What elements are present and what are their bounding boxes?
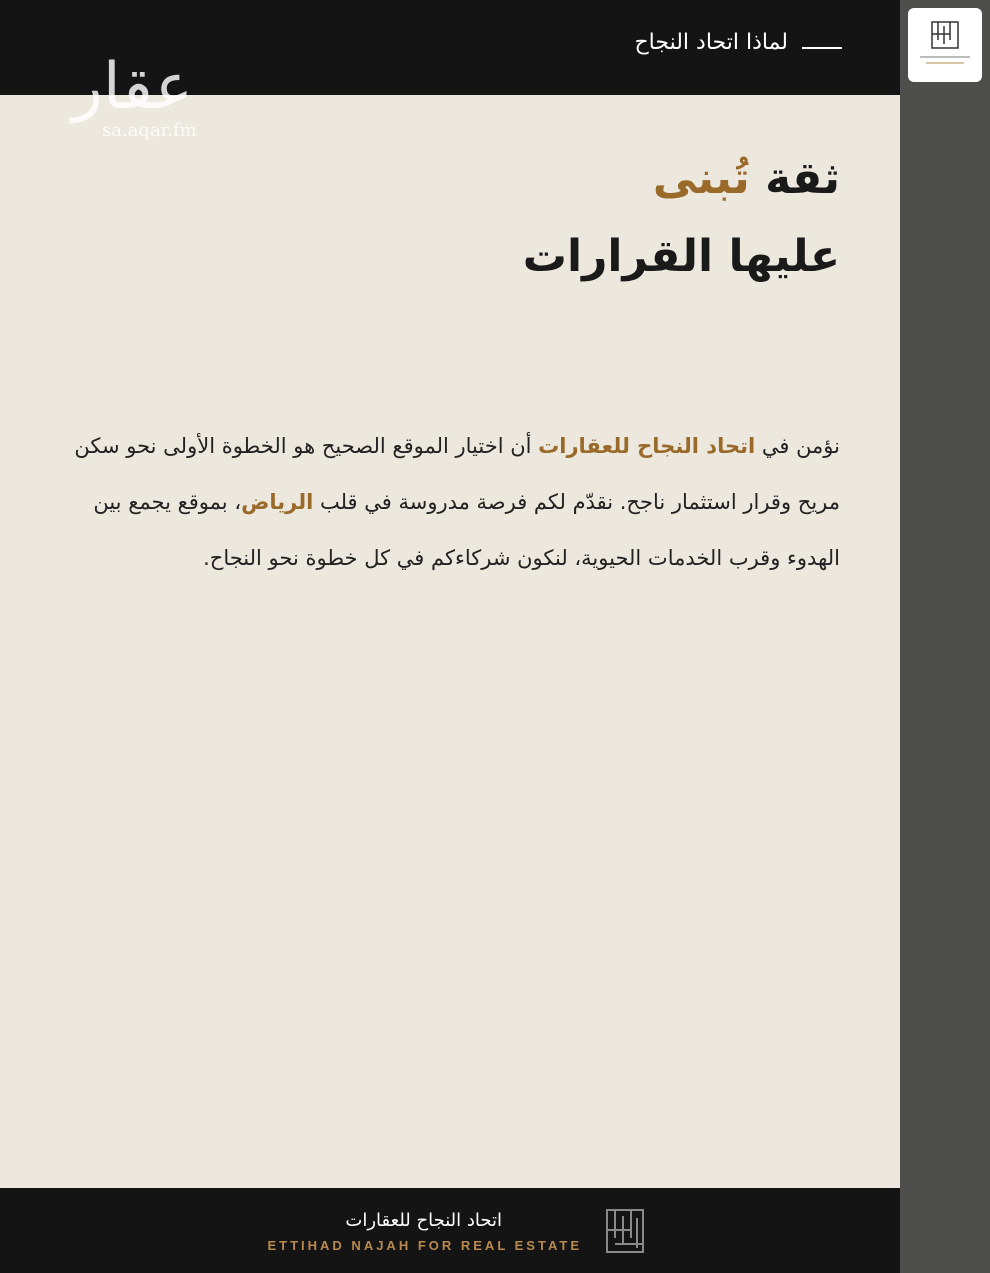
footer-company-name-english: ETTIHAD NAJAH FOR REAL ESTATE (267, 1238, 582, 1253)
city-name-highlight: الرياض (241, 490, 314, 514)
thumbnail-logo-icon (930, 20, 960, 50)
page-thumbnail[interactable] (908, 8, 982, 82)
aqar-watermark (72, 52, 222, 142)
thumbnail-text-line (926, 62, 964, 64)
company-logo-icon (605, 1208, 645, 1254)
watermark-url: sa.aqar.fm (102, 120, 197, 141)
body-paragraph (55, 418, 840, 586)
body-text-segment: نؤمن في (755, 434, 840, 458)
page-thumbnail-sidebar (900, 0, 990, 1273)
headline-line-1 (140, 140, 840, 218)
headline-line-1-text: ثقة (749, 153, 840, 204)
header-title: لماذا اتحاد النجاح (634, 30, 788, 55)
footer-company-name-arabic: اتحاد النجاح للعقارات (345, 1210, 502, 1231)
headline-line-2: عليها القرارات (522, 231, 840, 282)
page-headline (140, 140, 840, 296)
headline-accent-word: تُبنى (652, 153, 750, 204)
header-divider-line (802, 47, 842, 49)
body-text-segment: أن اختيار الموقع الصحيح هو الخطوة الأولى نحو سكن مريح وقرار استثمار ناجح. نقدّم لكم فرصة مدروسة في قلب (74, 434, 840, 514)
company-name-highlight: اتحاد النجاح للعقارات (538, 434, 756, 458)
body-text-segment: ، بموقع يجمع بين الهدوء وقرب الخدمات الحيوية، لنكون شركاءكم في كل خطوة نحو النجاح. (93, 490, 840, 570)
watermark-logo-text: عقار (72, 50, 193, 124)
thumbnail-text-line (920, 56, 970, 58)
footer-bar (0, 1188, 900, 1273)
